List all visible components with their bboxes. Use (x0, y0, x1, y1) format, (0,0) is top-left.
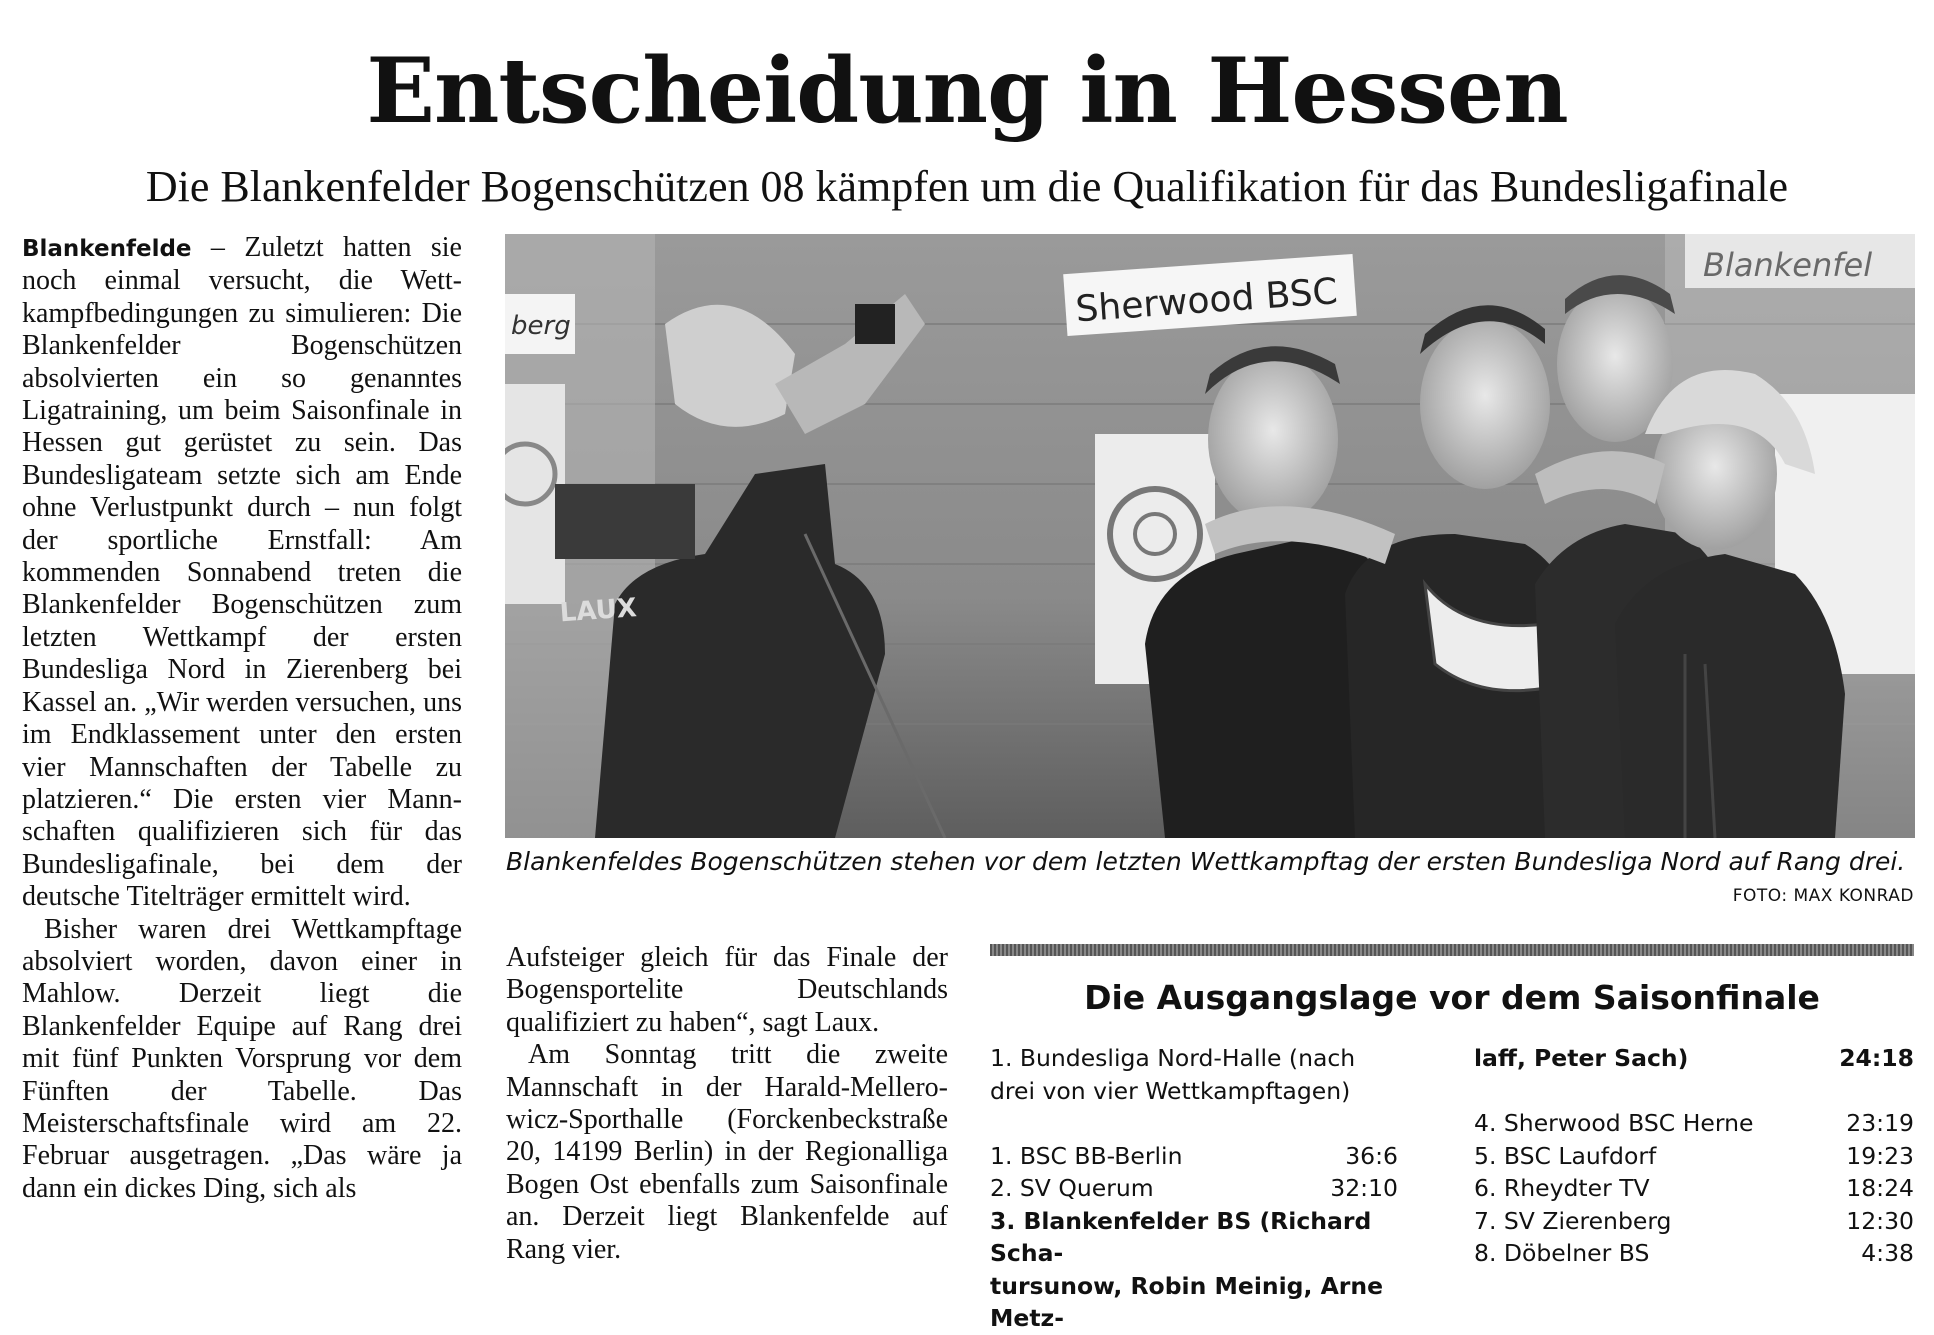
standings-row-highlight (1474, 1042, 1914, 1075)
standings-row-highlight (990, 1270, 1398, 1335)
photo-credit: FOTO: MAX KONRAD (1732, 886, 1914, 906)
team-name: 7. SV Zierenberg (1474, 1206, 1672, 1235)
team-score: 18:24 (1846, 1174, 1914, 1202)
standings-row (1474, 1140, 1914, 1173)
photo-illustration (505, 234, 1915, 838)
standings-row (1474, 1237, 1914, 1270)
photo-caption: Blankenfeldes Bogenschützen stehen vor dem letzten Wettkampftag der ersten Bundesliga Nord auf Rang drei. (506, 847, 1906, 876)
article-column-2 (506, 942, 948, 1266)
standings-row (1474, 1205, 1914, 1238)
standings-intro: 1. Bundesliga Nord-Halle (nach drei von vier Wettkampftagen) (990, 1044, 1356, 1105)
team-score: 19:23 (1846, 1141, 1914, 1170)
team-name: 2. SV Querum (990, 1174, 1154, 1202)
team-score: 12:30 (1846, 1206, 1914, 1235)
team-score: 4:38 (1861, 1239, 1914, 1267)
standings-column-left (990, 1042, 1398, 1335)
sign-blankenfel: Blankenfel (1703, 246, 1873, 284)
team-photo (505, 234, 1915, 838)
article-paragraph: Am Sonntag tritt die zweite Mannschaft in der Harald-Mellerowicz-Sporthalle (Forckenbeckstraße 20, 14199 Berlin) in der Regionalliga Bogen Ost ebenfalls zum Saisonfinale an. Derzeit liegt Blankenfelde auf Rang vier. (506, 1039, 948, 1265)
sign-sherwood: Sherwood BSC (1074, 271, 1339, 331)
dateline: Blankenfelde (22, 236, 192, 262)
team-name: 4. Sherwood BSC Herne (1474, 1109, 1754, 1137)
team-name: laff, Peter Sach) (1474, 1044, 1689, 1072)
team-score: 24:18 (1839, 1044, 1914, 1072)
team-score: 36:6 (1345, 1141, 1398, 1170)
sign-left: berg (511, 311, 571, 341)
shirt-text: LAUX (558, 593, 638, 629)
team-name: 1. BSC BB-Berlin (990, 1141, 1183, 1170)
team-name: 5. BSC Laufdorf (1474, 1141, 1657, 1170)
team-score: 32:10 (1330, 1174, 1398, 1202)
article-column-1 (22, 232, 462, 1205)
article-text: – Zuletzt hatten sie noch einmal versucht, die Wettkampfbedingungen zu simulieren: Die Blankenfelder Bogenschützen absolvierten ein so genanntes Ligatraining, um beim Saisonfinale in Hessen gut gerüstet zu sein. Das Bundesligateam setzte sich am Ende ohne Verlustpunkt durch – nun folgt der sportliche Ernstfall: Am kommenden Sonnabend treten die Blankenfelder Bogenschützen zum letzten Wettkampf der ersten Bundesliga Nord in Zierenberg bei Kassel an. „Wir werden versuchen, uns im Endklassement unter den ersten vier Mannschaften der Tabelle zu platzieren.“ Die ersten vier Mannschaften qualifizieren sich für das Bundesligafinale, bei dem der deutsche Titelträger ermittelt wird. (22, 232, 462, 913)
box-rule (990, 944, 1914, 956)
standings-row-highlight (990, 1205, 1398, 1270)
article-paragraph: Bisher waren drei Wettkampftage absolviert worden, davon einer in Mahlow. Derzeit liegt die Blankenfelder Equipe auf Rang drei mit fünf Punkten Vorsprung vor dem Fünften der Tabelle. Das Meisterschaftsfinale wird am 22. Februar ausgetragen. „Das wäre ja dann ein dickes Ding, sich als (22, 913, 462, 1204)
team-score: 23:19 (1846, 1109, 1914, 1137)
article-paragraph (22, 232, 462, 914)
standings-row (990, 1140, 1398, 1173)
subheadline: Die Blankenfelder Bogenschützen 08 kämpfen um die Qualifikation für das Bundesligafinale (145, 162, 1789, 211)
standings-title: Die Ausgangslage vor dem Saisonfinale (1084, 978, 1820, 1017)
standings-row (1474, 1172, 1914, 1205)
article-paragraph: Aufsteiger gleich für das Finale der Bogensportelite Deutschlands qualifiziert zu haben“, sagt Laux. (506, 942, 948, 1038)
standings-row (990, 1172, 1398, 1205)
team-name: 8. Döbelner BS (1474, 1239, 1650, 1267)
team-name: 3. Blankenfelder BS (Richard Scha- (990, 1206, 1372, 1267)
team-name: 6. Rheydter TV (1474, 1174, 1650, 1202)
team-name: tursunow, Robin Meinig, Arne Metz- (990, 1271, 1384, 1332)
headline: Entscheidung in Hessen (366, 38, 1568, 144)
standings-column-right (1474, 1042, 1914, 1270)
standings-row (1474, 1107, 1914, 1140)
